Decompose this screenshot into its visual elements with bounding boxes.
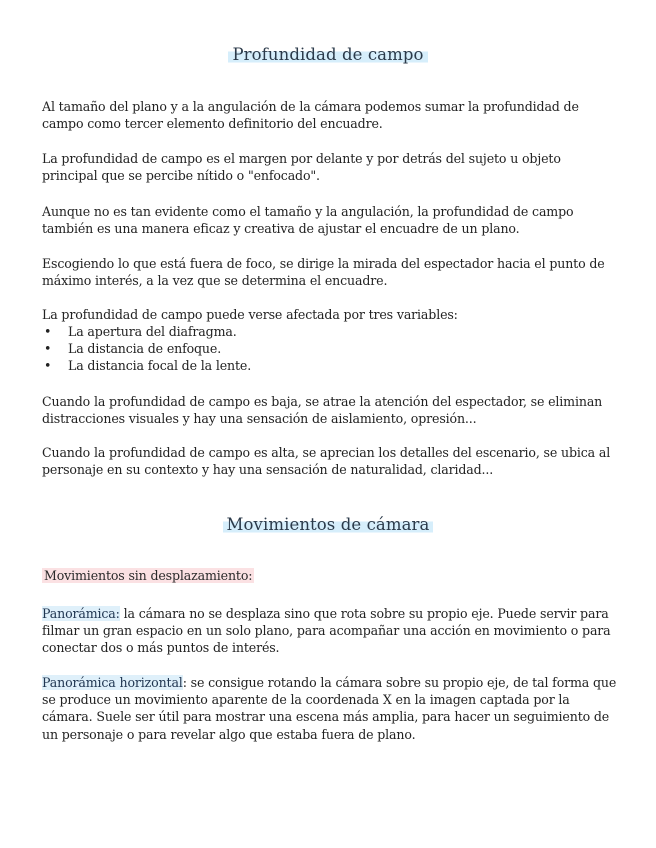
list-item: • La apertura del diafragma. [42, 323, 620, 340]
title-wrap-movements [0, 515, 656, 534]
paragraph-intro: Al tamaño del plano y a la angulación de la cámara podemos sumar la profundidad de campo como tercer elemento definitorio del encuadre. [42, 99, 579, 132]
paragraph-panoramica [42, 605, 620, 657]
term-panoramica-horizontal: Panorámica horizontal [42, 675, 183, 690]
subheading-row [42, 567, 620, 584]
definition-panoramica: la cámara no se desplaza sino que rota sobre su propio eje. Puede servir para filmar un gran espacio en un solo plano, para acompañar una acción en movimiento o para conectar dos o más puntos de interés. [42, 606, 611, 656]
paragraph-focus: Escogiendo lo que está fuera de foco, se dirige la mirada del espectador hacia el punto de máximo interés, a la vez que se determina el encuadre. [42, 256, 605, 289]
paragraph-evidence: Aunque no es tan evidente como el tamaño y la angulación, la profundidad de campo también es una manera eficaz y creativa de ajustar el encuadre de un plano. [42, 204, 574, 237]
paragraph-panoramica-horizontal [42, 674, 620, 743]
term-panoramica: Panorámica: [42, 606, 120, 621]
subheading-no-displacement: Movimientos sin desplazamiento: [44, 568, 253, 583]
definition-panoramica-horizontal: : se consigue rotando la cámara sobre su propio eje, de tal forma que se produce un movimiento aparente de la coordenada X en la imagen captada por la cámara. Suele ser útil para mostrar una escena más amplia, para hacer un seguimiento de un personaje o para revelar algo que estaba fuera de plano. [42, 675, 617, 742]
paragraph-definition: La profundidad de campo es el margen por delante y por detrás del sujeto u objeto principal que se percibe nítido o "enfocado". [42, 151, 561, 184]
paragraph-variables-intro: La profundidad de campo puede verse afectada por tres variables: [42, 307, 458, 322]
list-item: • La distancia focal de la lente. [42, 357, 620, 374]
paragraph-shallow-depth: Cuando la profundidad de campo es baja, se atrae la atención del espectador, se eliminan distracciones visuales y hay una sensación de aislamiento, opresión... [42, 394, 603, 427]
section-title-camera-movements: Movimientos de cámara [223, 515, 434, 534]
section-title-depth-of-field: Profundidad de campo [228, 45, 427, 64]
list-item: • La distancia de enfoque. [42, 340, 620, 357]
paragraph-deep-depth: Cuando la profundidad de campo es alta, se aprecian los detalles del escenario, se ubica al personaje en su contexto y hay una sensación de naturalidad, claridad... [42, 445, 611, 478]
title-wrap-depth [0, 45, 656, 64]
variables-list [42, 323, 620, 375]
